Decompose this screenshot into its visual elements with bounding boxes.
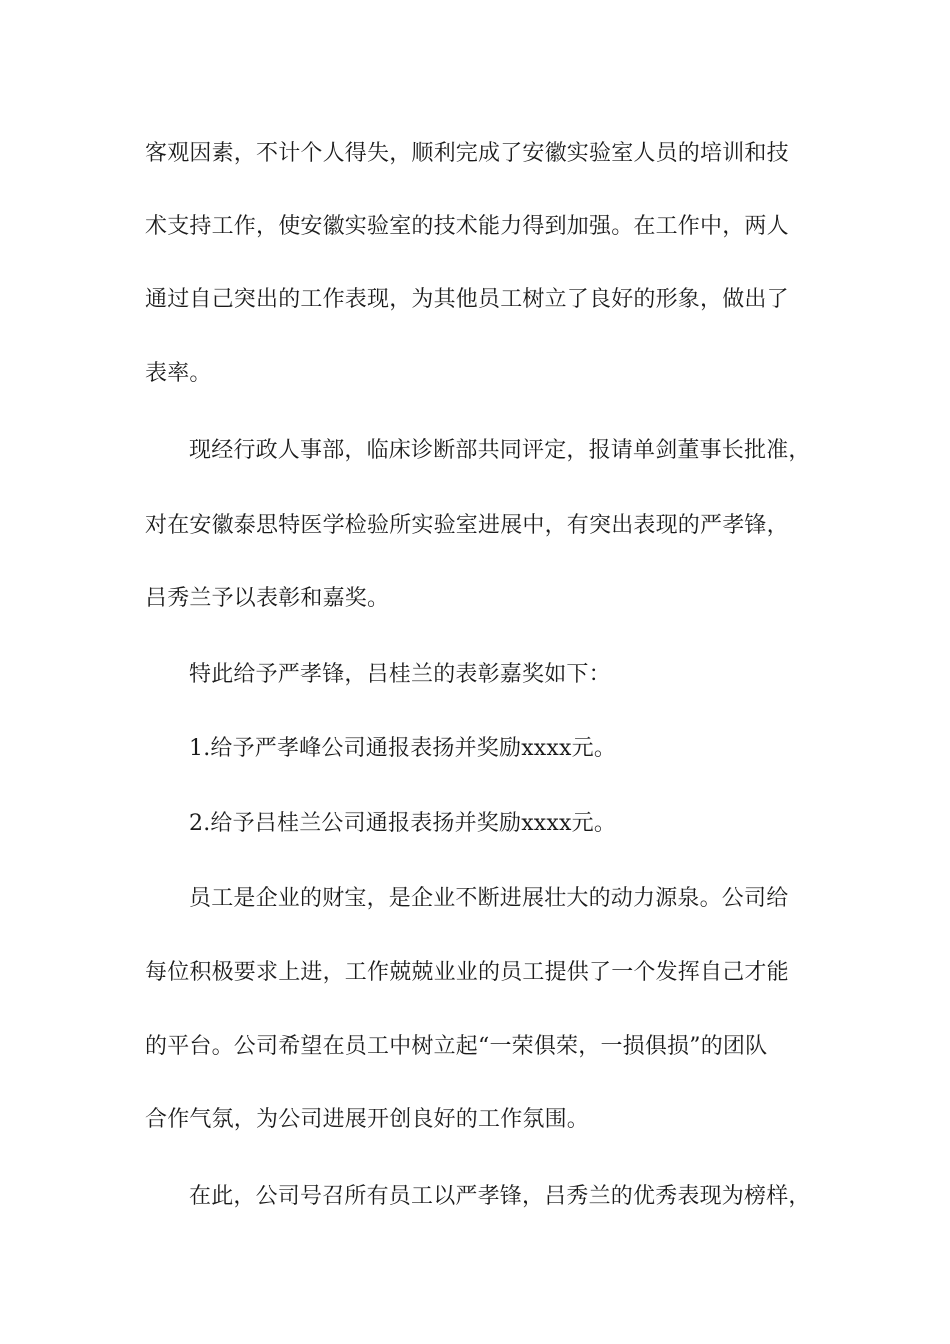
paragraph-line: 术支持工作，使安徽实验室的技术能力得到加强。在工作中，两人 (145, 214, 789, 239)
paragraph-line: 对在安徽泰思特医学检验所实验室进展中，有突出表现的严孝锋， (145, 513, 789, 538)
paragraph-line: 客观因素，不计个人得失，顺利完成了安徽实验室人员的培训和技 (145, 141, 789, 166)
paragraph-line: 每位积极要求上进，工作兢兢业业的员工提供了一个发挥自己才能 (145, 960, 789, 985)
paragraph-line: 表率。 (145, 361, 212, 386)
paragraph-line: 的平台。公司希望在员工中树立起“一荣俱荣，一损俱损”的团队 (145, 1034, 768, 1059)
paragraph-line: 吕秀兰予以表彰和嘉奖。 (145, 586, 390, 611)
paragraph-line: 合作气氛，为公司进展开创良好的工作氛围。 (145, 1107, 590, 1132)
list-item: 2.给予吕桂兰公司通报表扬并奖励xxxx元。 (189, 811, 617, 836)
paragraph-line: 特此给予严孝锋，吕桂兰的表彰嘉奖如下： (189, 662, 611, 687)
list-item: 1.给予严孝峰公司通报表扬并奖励xxxx元。 (189, 736, 617, 761)
paragraph-line: 现经行政人事部，临床诊断部共同评定，报请单剑董事长批准， (189, 438, 811, 463)
paragraph-line: 员工是企业的财宝，是企业不断进展壮大的动力源泉。公司给 (189, 886, 789, 911)
paragraph-line: 在此，公司号召所有员工以严孝锋，吕秀兰的优秀表现为榜样， (189, 1184, 811, 1209)
paragraph-line: 通过自己突出的工作表现，为其他员工树立了良好的形象，做出了 (145, 287, 789, 312)
